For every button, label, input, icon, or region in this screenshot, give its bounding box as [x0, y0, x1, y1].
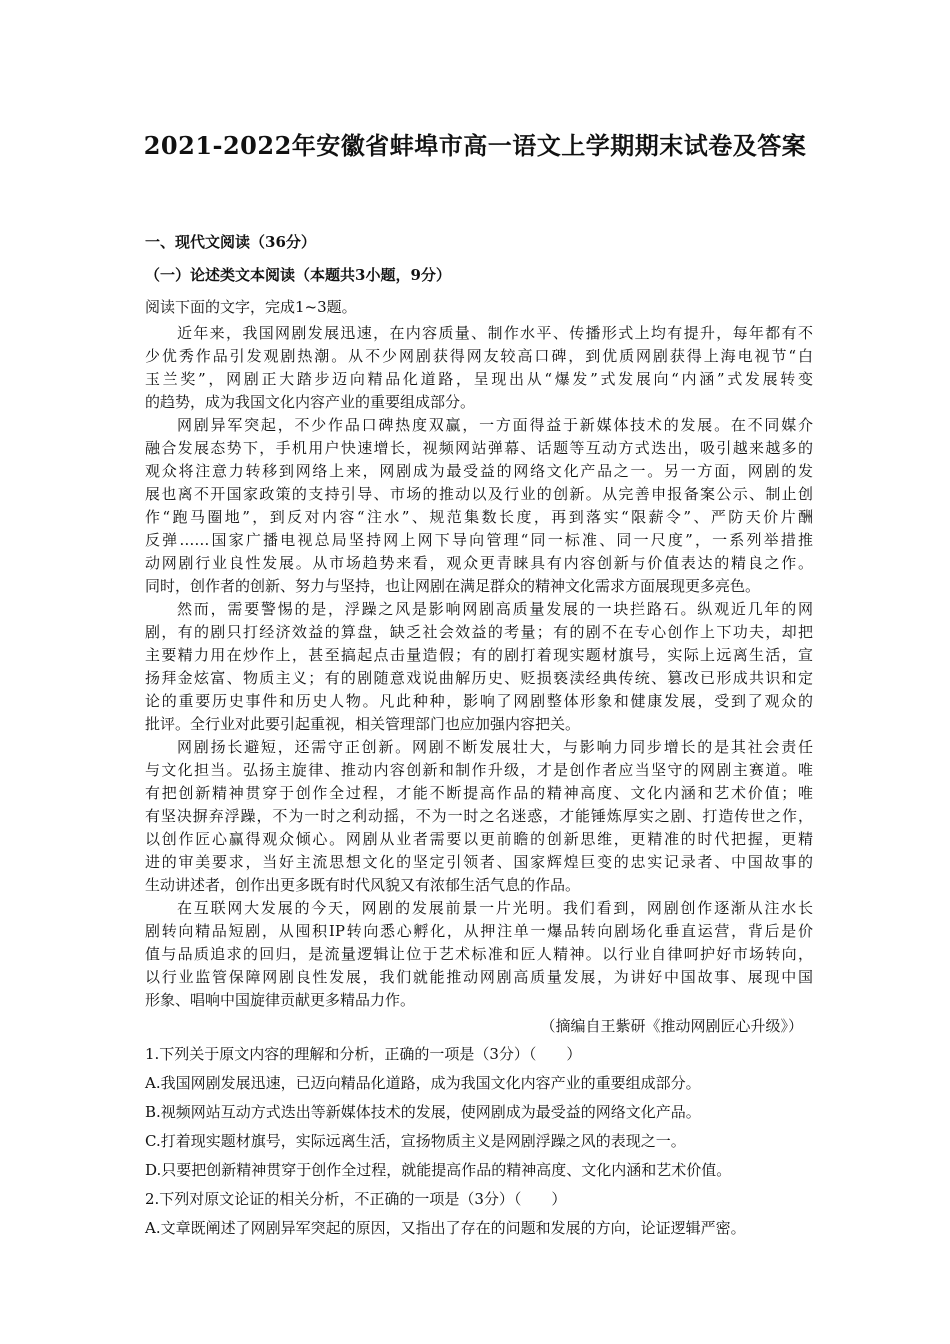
- paragraph-4: [145, 736, 813, 897]
- paragraph-line: 玉兰奖”，网剧正大踏步迈向精品化道路，呈现出从“爆发”式发展向“内涵”式发展转变: [145, 370, 813, 388]
- paragraph-line: 论的重要历史事件和历史人物。凡此种种，影响了网剧整体形象和健康发展，受到了观众的: [145, 692, 813, 710]
- paragraph-line: 然而，需要警惕的是，浮躁之风是影响网剧高质量发展的一块拦路石。纵观近几年的网: [177, 600, 813, 618]
- paragraph-line: 在互联网大发展的今天，网剧的发展前景一片光明。我们看到，网剧创作逐渐从注水长: [177, 899, 813, 917]
- paragraph-line: 值与品质追求的回归，是流量逻辑让位于艺术标准和匠人精神。以行业自律呵护好市场转向，: [145, 945, 813, 963]
- paragraph-line: 扬拜金炫富、物质主义；有的剧随意戏说曲解历史、贬损亵渎经典传统、篡改已形成共识和定: [145, 669, 813, 687]
- paragraph-line: 观众将注意力转移到网络上来，网剧成为最受益的网络文化产品之一。另一方面，网剧的发: [145, 462, 813, 480]
- paragraph-line: 有把创新精神贯穿于创作全过程，才能不断提高作品的精神高度、文化内涵和艺术价值；唯: [145, 784, 813, 802]
- paragraph-line: 反弹……国家广播电视总局坚持网上网下导向管理“同一标准、同一尺度”，一系列举措推: [145, 531, 813, 549]
- question-2-option-a: A.文章既阐述了网剧异军突起的原因，又指出了存在的问题和发展的方向，论证逻辑严密。: [145, 1219, 746, 1237]
- paragraph-line: 融合发展态势下，手机用户快速增长，视频网站弹幕、话题等互动方式迭出，吸引越来越多的: [145, 439, 813, 457]
- source-citation: （摘编自王紫研《推动网剧匠心升级》）: [540, 1017, 803, 1035]
- document-body: [145, 226, 813, 1243]
- paragraph-line: 剧，有的剧只打经济效益的算盘，缺乏社会效益的考量；有的剧不在专心创作上下功夫，却把: [145, 623, 813, 641]
- paragraph-3: [145, 598, 813, 736]
- paragraph-line: 形象、唱响中国旋律贡献更多精品力作。: [145, 991, 416, 1009]
- section-heading: 一、现代文阅读（36分）: [145, 233, 316, 251]
- subsection-heading: （一）论述类文本阅读（本题共3小题，9分）: [145, 266, 451, 284]
- paragraph-line: 网剧扬长避短，还需守正创新。网剧不断发展壮大，与影响力同步增长的是其社会责任: [177, 738, 813, 756]
- paragraph-line: 生动讲述者，创作出更多既有时代风貌又有浓郁生活气息的作品。: [145, 876, 581, 894]
- paragraph-line: 的趋势，成为我国文化内容产业的重要组成部分。: [145, 393, 476, 411]
- paragraph-1: [145, 322, 813, 414]
- paragraph-line: 批评。全行业对此要引起重视，相关管理部门也应加强内容把关。: [145, 715, 581, 733]
- paragraph-line: 作“跑马圈地”，到反对内容“注水”、规范集数长度，再到落实“限薪令”、严防天价片酬: [145, 508, 813, 526]
- paragraph-line: 以行业监管保障网剧良性发展，我们就能推动网剧高质量发展，为讲好中国故事、展现中国: [145, 968, 813, 986]
- paragraph-line: 近年来，我国网剧发展迅速，在内容质量、制作水平、传播形式上均有提升，每年都有不: [177, 324, 813, 342]
- question-1-option-b: B.视频网站互动方式迭出等新媒体技术的发展，使网剧成为最受益的网络文化产品。: [145, 1103, 701, 1121]
- question-2-stem: 2.下列对原文论证的相关分析，不正确的一项是（3分）（ ）: [145, 1190, 567, 1208]
- paragraph-line: 剧转向精品短剧，从囤积IP转向悉心孵化，从押注单一爆品转向剧场化垂直运营，背后是价: [145, 922, 813, 940]
- paragraph-2: [145, 414, 813, 598]
- paragraph-line: 展也离不开国家政策的支持引导、市场的推动以及行业的创新。从完善申报备案公示、制止创: [145, 485, 813, 503]
- paragraph-line: 少优秀作品引发观剧热潮。从不少网剧获得网友较高口碑，到优质网剧获得上海电视节“白: [145, 347, 813, 365]
- paragraph-line: 进的审美要求，当好主流思想文化的坚定引领者、国家辉煌巨变的忠实记录者、中国故事的: [145, 853, 813, 871]
- paragraph-line: 同时，创作者的创新、努力与坚持，也让网剧在满足群众的精神文化需求方面展现更多亮色。: [145, 577, 761, 595]
- document-title: 2021-2022年安徽省蚌埠市高一语文上学期期末试卷及答案: [143, 131, 807, 160]
- paragraph-line: 主要精力用在炒作上，甚至搞起点击量造假；有的剧打着现实题材旗号，实际上远离生活，宣: [145, 646, 813, 664]
- paragraph-line: 动网剧行业良性发展。从市场趋势来看，观众更青睐具有内容创新与价值表达的精良之作。: [145, 554, 813, 572]
- question-1-stem: 1.下列关于原文内容的理解和分析，正确的一项是（3分）（ ）: [145, 1045, 582, 1063]
- question-1-option-d: D.只要把创新精神贯穿于创作全过程，就能提高作品的精神高度、文化内涵和艺术价值。: [145, 1161, 732, 1179]
- reading-instruction: 阅读下面的文字，完成1~3题。: [145, 298, 357, 316]
- question-1-option-c: C.打着现实题材旗号，实际远离生活，宣扬物质主义是网剧浮躁之风的表现之一。: [145, 1132, 686, 1150]
- question-1-option-a: A.我国网剧发展迅速，已迈向精品化道路，成为我国文化内容产业的重要组成部分。: [145, 1074, 701, 1092]
- paragraph-5: [145, 897, 813, 1012]
- paragraph-line: 与文化担当。弘扬主旋律、推动内容创新和制作升级，才是创作者应当坚守的网剧主赛道。唯: [145, 761, 813, 779]
- paragraph-line: 有坚决摒弃浮躁，不为一时之利动摇，不为一时之名迷惑，才能锤炼厚实之剧、打造传世之作，: [145, 807, 813, 825]
- paragraph-line: 网剧异军突起，不少作品口碑热度双赢，一方面得益于新媒体技术的发展。在不同媒介: [177, 416, 813, 434]
- paragraph-line: 以创作匠心赢得观众倾心。网剧从业者需要以更前瞻的创新思维，更精准的时代把握，更精: [145, 830, 813, 848]
